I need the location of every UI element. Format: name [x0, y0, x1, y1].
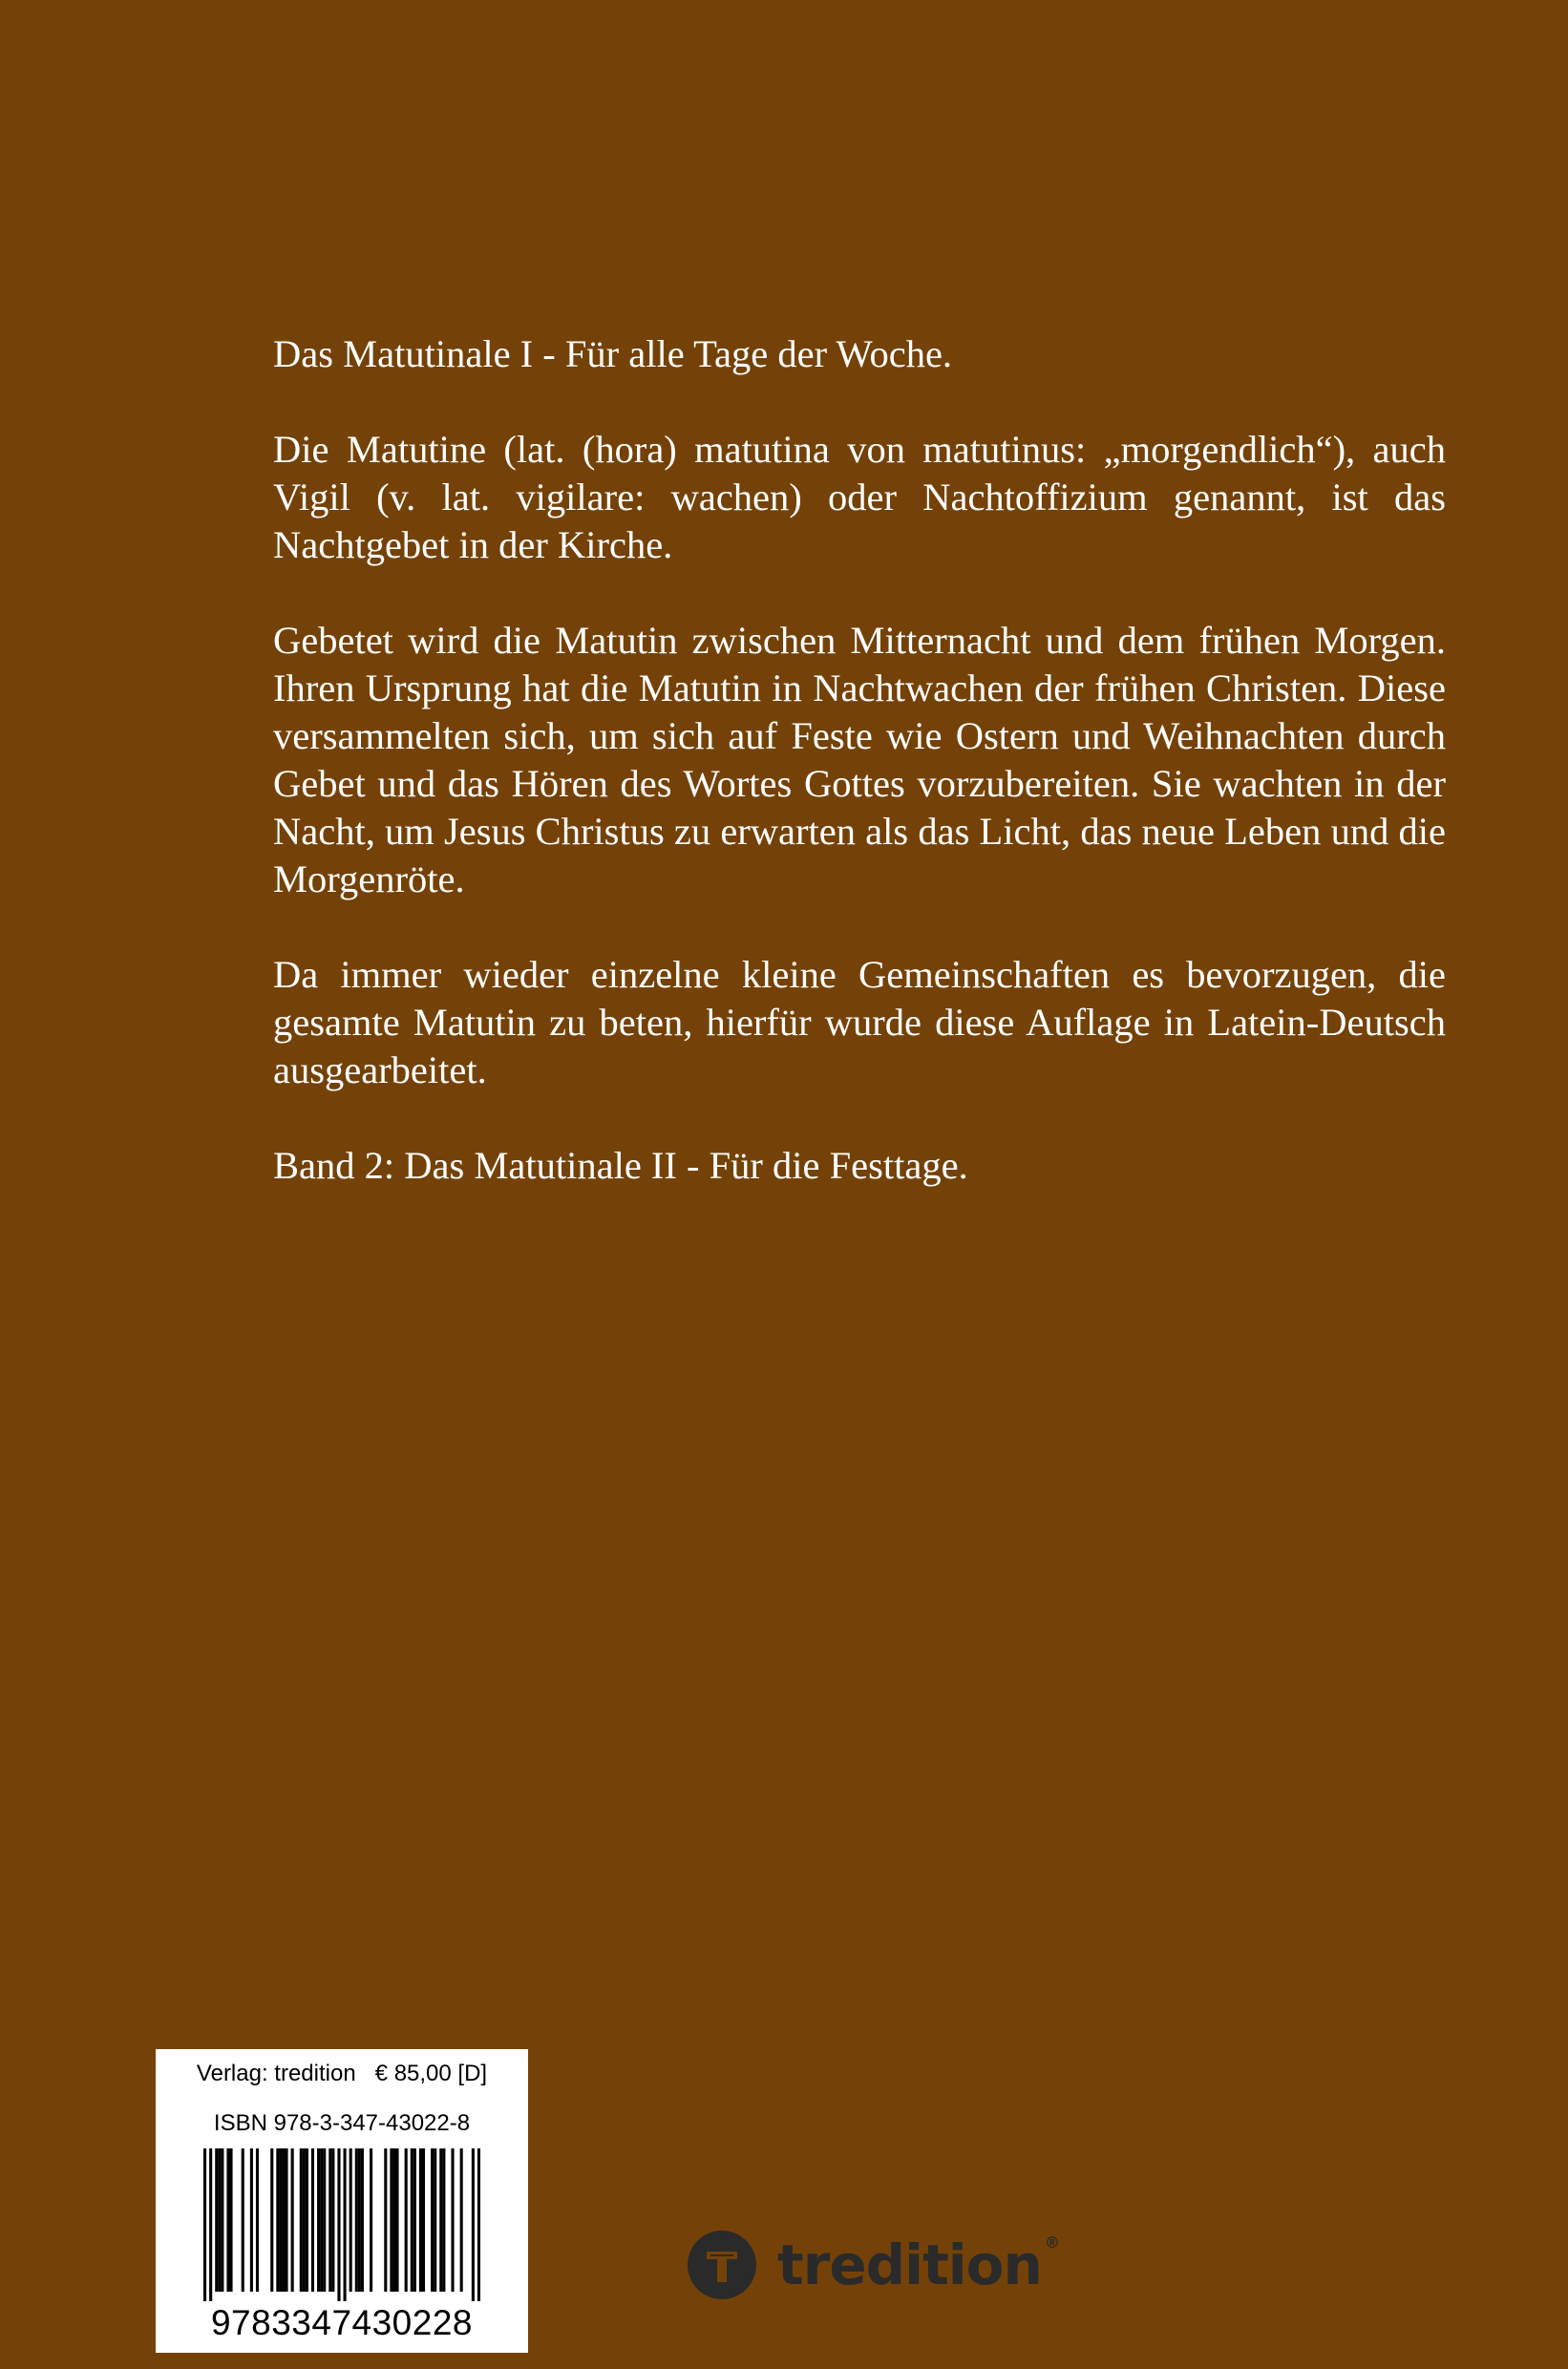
barcode-bar — [361, 2148, 364, 2292]
barcode-bar — [442, 2148, 445, 2292]
barcode-bar — [392, 2148, 395, 2292]
barcode-bar — [422, 2148, 425, 2292]
barcode-bar — [434, 2148, 436, 2292]
blurb-paragraph-2: Gebetet wird die Matutin zwischen Mitternacht und dem frühen Morgen. Ihren Ursprung hat die Matutin in Nachtwachen der frühen Christen. Diese versammelten sich, um sich auf Feste wie Ostern und Weihnachten durch Gebet und das Hören des Wortes Gottes vorzubereiten. Sie wachten in der Nacht, um Jesus Christus zu erwarten als das Licht, das neue Leben und die Morgenröte. — [273, 619, 1446, 900]
isbn-text: ISBN 978-3-347-43022-8 — [213, 2110, 471, 2136]
blurb-paragraph-1: Die Matutine (lat. (hora) matutina von matutinus: „morgendlich“), auch Vigil (v. lat. vigilare: wachen) oder Nachtoffizium genannt, ist das Nachtgebet in der Kirche. — [273, 428, 1446, 566]
barcode-bar — [411, 2148, 413, 2292]
barcode-bar — [439, 2148, 442, 2292]
publisher-logo — [688, 2227, 1059, 2303]
barcode-bars — [203, 2148, 480, 2301]
blurb-paragraph-3: Da immer wieder einzelne kleine Gemeinschaften es bevorzugen, die gesamte Matutin zu beten, hierfür wurde diese Auflage in Latein-Deutsch ausgearbeitet. — [273, 953, 1446, 1091]
barcode-bar — [203, 2148, 206, 2301]
volume-note: Band 2: Das Matutinale II - Für die Festtage. — [273, 1144, 968, 1187]
wordmark-text: tredition — [777, 2232, 1042, 2297]
barcode-bar — [242, 2148, 244, 2292]
barcode-bar — [350, 2148, 352, 2292]
barcode-bar — [337, 2148, 340, 2301]
barcode-bar — [472, 2148, 475, 2301]
barcode-bar — [215, 2148, 218, 2292]
blurb-text — [273, 330, 1446, 1237]
barcode-bar — [218, 2148, 221, 2292]
barcode-bar — [431, 2148, 434, 2292]
barcode-bar — [303, 2148, 306, 2292]
barcode-bar — [477, 2148, 480, 2301]
barcode-bar — [226, 2148, 229, 2292]
registered-mark: ® — [1044, 2233, 1059, 2252]
barcode-bar — [291, 2148, 294, 2292]
tredition-wordmark — [777, 2232, 1059, 2297]
barcode-bar — [451, 2148, 454, 2292]
barcode-bar — [331, 2148, 334, 2292]
barcode-label — [156, 2049, 528, 2353]
barcode-bar — [285, 2148, 287, 2292]
barcode-bar — [306, 2148, 308, 2292]
barcode-bar — [419, 2148, 422, 2292]
barcode-bar — [300, 2148, 303, 2292]
barcode-bar — [320, 2148, 323, 2292]
barcode-bar — [460, 2148, 463, 2292]
barcode-bar — [282, 2148, 285, 2292]
tredition-t-icon — [688, 2231, 756, 2299]
book-title-line: Das Matutinale I - Für alle Tage der Woche. — [273, 332, 953, 375]
barcode-bar — [229, 2148, 232, 2292]
barcode-bar — [413, 2148, 416, 2292]
barcode-bar — [256, 2148, 259, 2292]
barcode-bar — [328, 2148, 331, 2292]
barcode-bar — [344, 2148, 347, 2301]
barcode-bar — [358, 2148, 361, 2292]
barcode-bar — [209, 2148, 212, 2301]
barcode-bar — [221, 2148, 223, 2292]
barcode-bar — [317, 2148, 320, 2292]
barcode-bar — [355, 2148, 358, 2292]
barcode-bar — [279, 2148, 282, 2292]
barcode-bar — [276, 2148, 279, 2292]
barcode-bar — [390, 2148, 392, 2292]
barcode-bar — [270, 2148, 273, 2292]
barcode-bar — [405, 2148, 408, 2292]
barcode-bar — [311, 2148, 314, 2292]
barcode-bar — [250, 2148, 253, 2292]
barcode-bar — [370, 2148, 372, 2292]
publisher-price: Verlag: tredition € 85,00 [D] — [196, 2061, 488, 2086]
barcode-bar — [384, 2148, 387, 2292]
barcode-bar — [323, 2148, 326, 2292]
barcode-bar — [395, 2148, 398, 2292]
ean-digits: 9783347430228 — [210, 2303, 473, 2342]
